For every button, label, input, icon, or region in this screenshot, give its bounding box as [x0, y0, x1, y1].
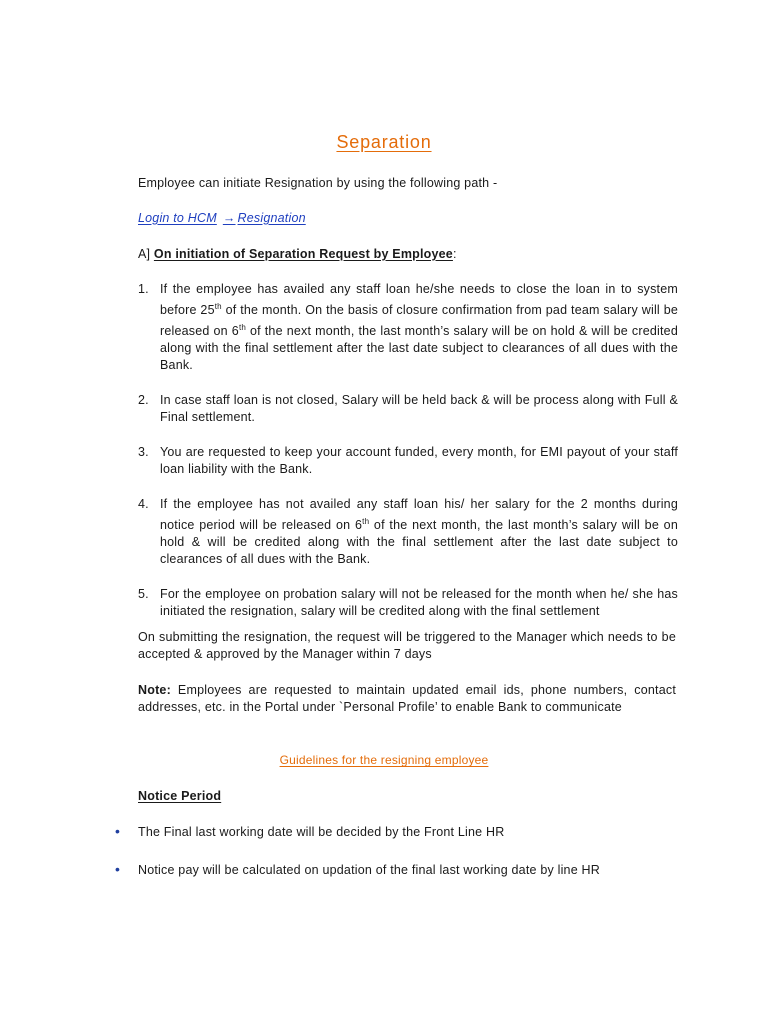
path-part-resignation: Resignation [237, 211, 306, 225]
bullet-icon: • [115, 823, 121, 839]
bullet-icon: • [115, 861, 121, 877]
guidelines-heading: Guidelines for the resigning employee [279, 753, 489, 767]
list-item-text: If the employee has availed any staff loan he/she needs to close the loan in to system before 25th of the month. On the basis of closure confirmation from pad team salary will be released on 6th of the next month, the last month’s salary will be on hold & will be credited along with the final settlement after the last date subject to clearances of all dues with the Bank. [160, 282, 678, 373]
bullet-text: Notice pay will be calculated on updation of the final last working date by line HR [138, 863, 600, 877]
list-item-number: 4. [138, 497, 149, 512]
navigation-path-link[interactable] [138, 211, 306, 225]
list-item-text: For the employee on probation salary will not be released for the month when he/ she has initiated the resignation, salary will be credited along with the final settlement [160, 587, 678, 619]
list-item-text: You are requested to keep your account funded, every month, for EMI payout of your staff loan liability with the Bank. [160, 445, 678, 477]
section-a-heading [138, 247, 457, 261]
list-item [138, 281, 678, 374]
note-paragraph [138, 682, 676, 716]
separation-rules-list [138, 281, 678, 638]
intro-text: Employee can initiate Resignation by using the following path - [138, 176, 498, 190]
list-item-number: 3. [138, 445, 149, 460]
list-item-number: 5. [138, 587, 149, 602]
section-a-title: On initiation of Separation Request by Employee [153, 247, 453, 261]
list-item-text: In case staff loan is not closed, Salary will be held back & will be process along with Full & Final settlement. [160, 393, 678, 425]
list-item [138, 496, 678, 568]
section-a-suffix: : [452, 247, 457, 261]
section-a-prefix: A] [138, 247, 151, 261]
list-item-number: 2. [138, 393, 149, 408]
page-title: Separation [336, 132, 432, 152]
submit-paragraph: On submitting the resignation, the request will be triggered to the Manager which needs to be accepted & approved by the Manager within 7 days [138, 630, 676, 661]
list-item-text: If the employee has not availed any staff loan his/ her salary for the 2 months during notice period will be released on 6th of the next month, the last month’s salary will be on hold & will be credited along with the final settlement after the last date subject to clearances of all dues with the Bank. [160, 497, 678, 567]
list-item-number: 1. [138, 282, 149, 296]
arrow-right-icon: → [222, 211, 236, 225]
path-part-hcm: Login to HCM [138, 211, 217, 225]
note-label: Note: [138, 683, 171, 697]
list-item [138, 586, 678, 620]
list-item [138, 392, 678, 426]
list-item [138, 444, 678, 478]
notice-period-heading: Notice Period [138, 789, 222, 803]
bullet-text: The Final last working date will be decided by the Front Line HR [138, 825, 505, 839]
note-text: Employees are requested to maintain updated email ids, phone numbers, contact addresses, etc. in the Portal under `Personal Profile’ to enable Bank to communicate [138, 683, 676, 714]
